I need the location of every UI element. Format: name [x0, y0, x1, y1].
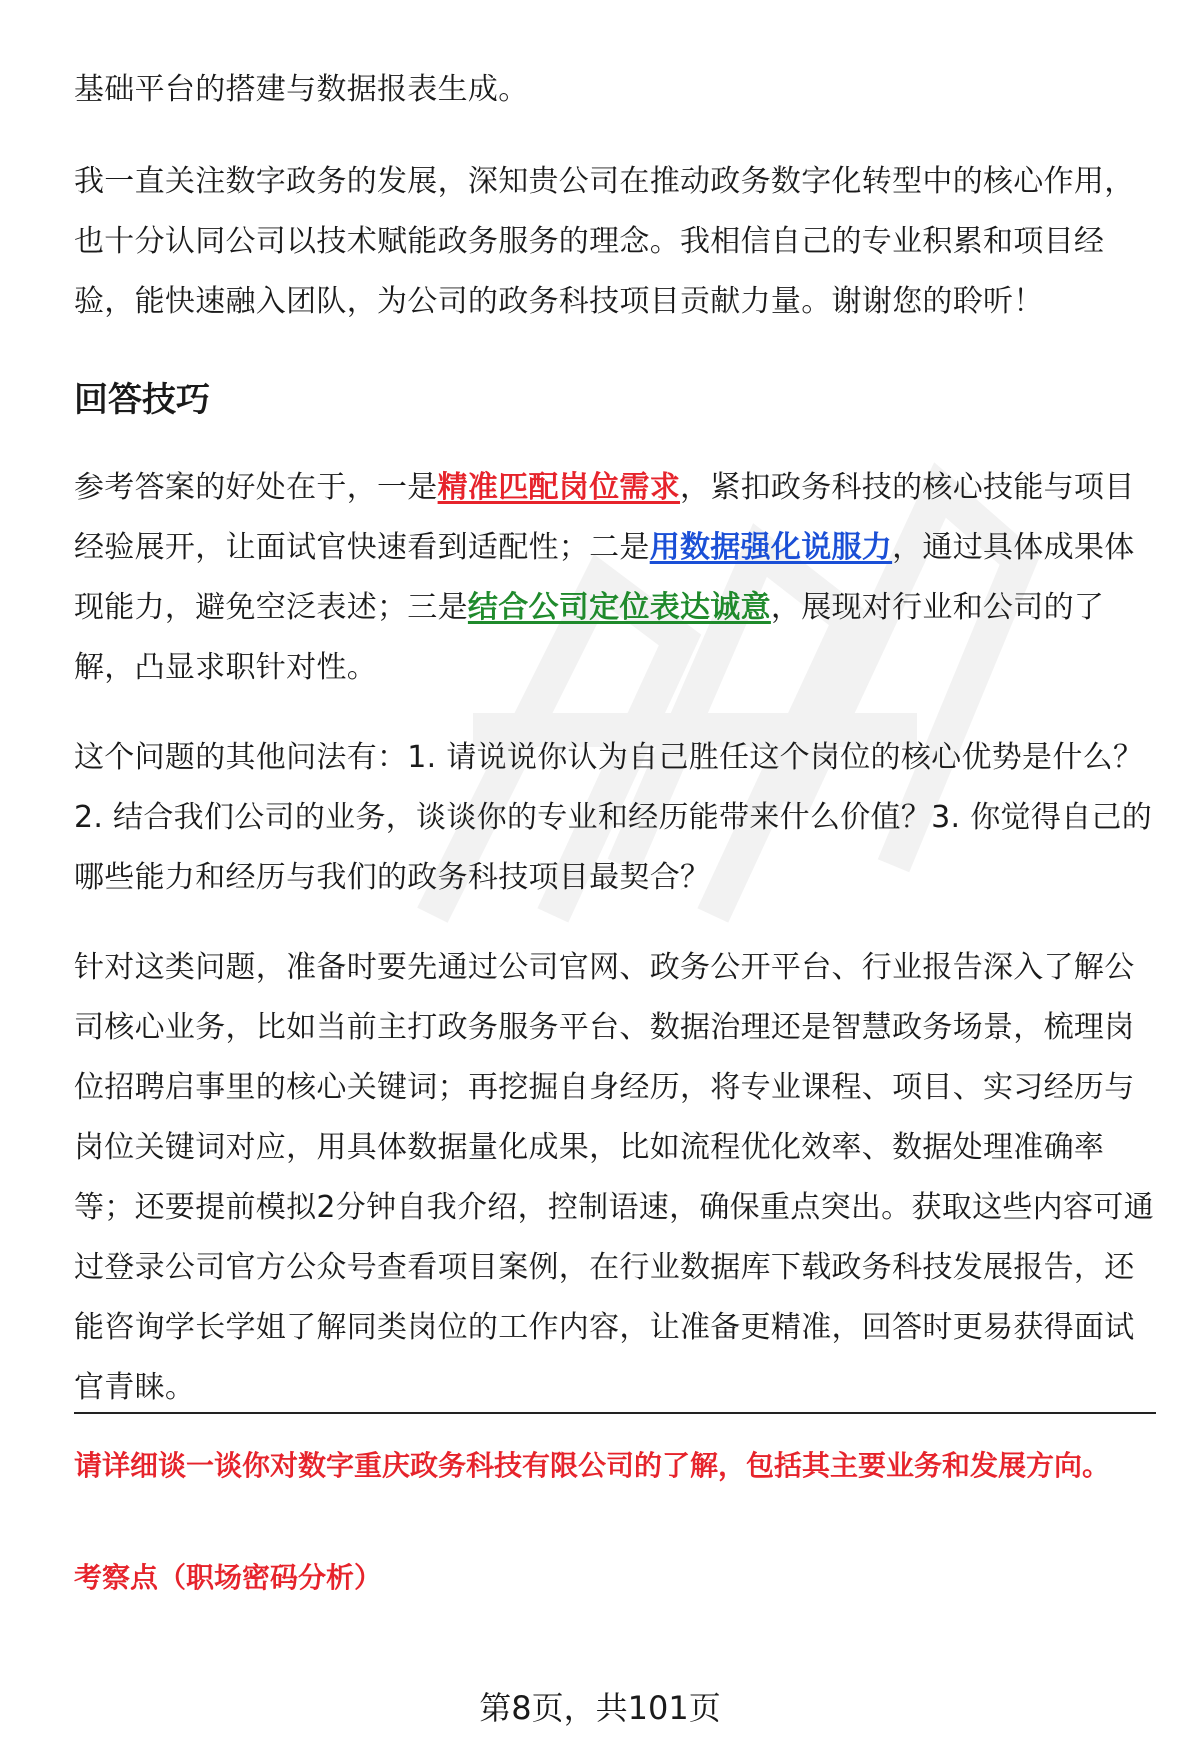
paragraph-tips	[74, 458, 1154, 698]
paragraph-other-questions: 这个问题的其他问法有：1. 请说说你认为自己胜任这个岗位的核心优势是什么？2. 结合我们公司的业务，谈谈你的专业和经历能带来什么价值？3. 你觉得自己的哪些能力和经历与我们的政务科技项目最契合？	[74, 740, 1153, 895]
paragraph-preparation: 针对这类问题，准备时要先通过公司官网、政务公开平台、行业报告深入了解公司核心业务，比如当前主打政务服务平台、数据治理还是智慧政务场景，梳理岗位招聘启事里的核心关键词；再挖掘自身经历，将专业课程、项目、实习经历与岗位关键词对应，用具体数据量化成果，比如流程优化效率、数据处理准确率等；还要提前模拟2分钟自我介绍，控制语速，确保重点突出。获取这些内容可通过登录公司官方公众号查看项目案例，在行业数据库下载政务科技发展报告，还能咨询学长学姐了解同类岗位的工作内容，让准备更精准，回答时更易获得面试官青睐。	[74, 950, 1154, 1405]
tips-text-1: 参考答案的好处在于，一是	[74, 470, 438, 505]
paragraph-closing: 我一直关注数字政务的发展，深知贵公司在推动政务数字化转型中的核心作用，也十分认同公司以技术赋能政务服务的理念。我相信自己的专业积累和项目经验，能快速融入团队，为公司的政务科技项目贡献力量。谢谢您的聆听！	[74, 164, 1135, 319]
tips-text-3: ，通过具体成果体现能力，避免空泛表述；三是	[74, 530, 1135, 625]
section-divider	[74, 1412, 1156, 1414]
tips-text-4: ，展现对行业和公司的了解，凸显求职针对性。	[74, 590, 1105, 685]
tips-text-2: ，紧扣政务科技的核心技能与项目经验展开，让面试官快速看到适配性；二是	[74, 470, 1135, 565]
main-content	[74, 60, 1154, 1418]
highlight-job-match: 精准匹配岗位需求	[437, 470, 681, 505]
exam-point-heading: 考察点（职场密码分析）	[74, 1561, 383, 1594]
section-title-answer-tips: 回答技巧	[74, 380, 210, 420]
next-question-title: 请详细谈一谈你对数字重庆政务科技有限公司的了解，包括其主要业务和发展方向。	[74, 1449, 1111, 1482]
page-number-footer: 第8页，共101页	[479, 1689, 721, 1727]
highlight-company-sincerity: 结合公司定位表达诚意	[467, 590, 771, 625]
paragraph-intro-end: 基础平台的搭建与数据报表生成。	[74, 72, 529, 107]
highlight-data-persuasion: 用数据强化说服力	[649, 530, 893, 565]
